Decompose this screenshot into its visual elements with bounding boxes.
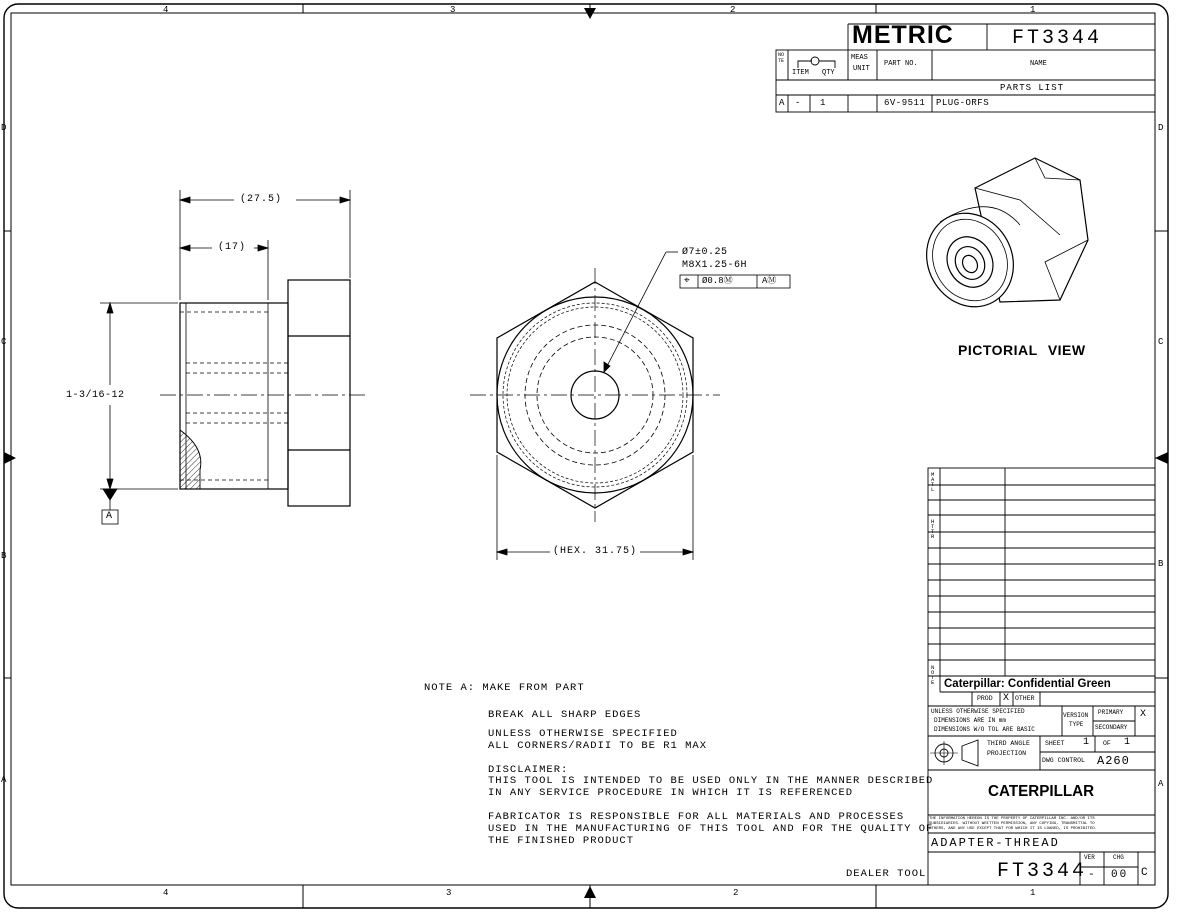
ver-label: VER xyxy=(1084,854,1095,861)
zone-top-2: 2 xyxy=(730,5,736,15)
confidential-label: Caterpillar: Confidential Green xyxy=(944,678,1111,690)
header-tool-number: FT3344 xyxy=(1012,27,1103,50)
col-unit-label: UNIT xyxy=(853,65,870,73)
drawing-size: C xyxy=(1141,867,1148,879)
caterpillar-logo: CATERPILLAR xyxy=(988,783,1095,800)
thread-spec-callout: M8X1.25-6H xyxy=(682,260,748,271)
ht-tr-label: HT TR xyxy=(931,518,935,540)
note-line-2: UNLESS OTHERWISE SPECIFIED xyxy=(488,728,678,740)
chg-label: CHG xyxy=(1113,854,1124,861)
note-line-1: BREAK ALL SHARP EDGES xyxy=(488,709,642,721)
zone-right-c: C xyxy=(1158,337,1164,347)
note-line-6: IN ANY SERVICE PROCEDURE IN WHICH IT IS REFERENCED xyxy=(488,787,854,799)
dwg-control-label: DWG CONTROL xyxy=(1042,757,1085,764)
col-note-label: NOTE xyxy=(778,52,785,64)
note-a: NOTE A: MAKE FROM PART xyxy=(424,682,585,694)
part-row-note: A xyxy=(779,98,785,108)
sheet-border xyxy=(4,4,1168,908)
zone-bottom-2: 2 xyxy=(733,888,739,898)
prod-x-mark: X xyxy=(1003,693,1010,704)
note-col-label: NOTE xyxy=(931,664,935,686)
front-view xyxy=(470,252,720,522)
of-label: OF xyxy=(1103,740,1111,747)
hex-dimension: (HEX. 31.75) xyxy=(553,546,638,557)
version-label: VERSION xyxy=(1063,712,1089,719)
note-line-5: THIS TOOL IS INTENDED TO BE USED ONLY IN THE MANNER DESCRIBED xyxy=(488,775,934,787)
secondary-label: SECONDARY xyxy=(1095,724,1128,731)
zone-left-d: D xyxy=(1,123,7,133)
part-row-item: - xyxy=(795,98,801,108)
center-markers xyxy=(4,5,1168,898)
position-tolerance-icon: ⌖ xyxy=(684,276,690,287)
dim-thread-length: (17) xyxy=(218,242,247,253)
unless-line-1: UNLESS OTHERWISE SPECIFIED xyxy=(931,708,1025,715)
pictorial-view xyxy=(910,158,1088,322)
parts-list-label: PARTS LIST xyxy=(1000,83,1065,93)
front-view-dimensions xyxy=(497,275,790,560)
position-datum-ref: AⓂ xyxy=(762,276,777,286)
col-name-label: NAME xyxy=(1030,60,1047,68)
col-qty-label: QTY xyxy=(822,69,835,77)
zone-left-c: C xyxy=(1,337,7,347)
sheet-number: 1 xyxy=(1083,737,1090,748)
col-meas-label: MEAS xyxy=(851,54,868,62)
note-line-4: DISCLAIMER: xyxy=(488,764,569,776)
datum-a-label: A xyxy=(106,511,113,522)
metric-label: METRIC xyxy=(852,21,954,49)
position-tolerance-value: Ø0.8Ⓜ xyxy=(702,276,733,286)
third-angle-label: THIRD ANGLE xyxy=(987,740,1030,747)
projection-label: PROJECTION xyxy=(987,750,1027,757)
prod-label: PROD xyxy=(977,695,993,702)
unless-line-3: DIMENSIONS W/O TOL ARE BASIC xyxy=(934,726,1035,733)
chg-value: 00 xyxy=(1111,869,1129,881)
part-row-qty: 1 xyxy=(820,98,826,108)
legal-line-2: SUBSIDIARIES. WITHOUT WRITTEN PERMISSION, ANY COPYING, TRANSMITTAL TO xyxy=(929,822,1095,826)
dim-overall-length: (27.5) xyxy=(240,194,283,205)
note-line-9: THE FINISHED PRODUCT xyxy=(488,835,635,847)
note-line-3: ALL CORNERS/RADII TO BE R1 MAX xyxy=(488,740,708,752)
col-part-no-label: PART NO. xyxy=(884,60,918,68)
part-row-name: PLUG-ORFS xyxy=(936,98,990,108)
type-label: TYPE xyxy=(1069,721,1084,728)
zone-bottom-1: 1 xyxy=(1030,888,1036,898)
zone-bottom-4: 4 xyxy=(163,888,169,898)
matl-label: MATL xyxy=(931,471,935,493)
side-view-dimensions xyxy=(100,190,350,524)
thread-size-label: 1-3/16-12 xyxy=(66,390,125,401)
ver-value: - xyxy=(1088,869,1095,881)
zone-left-b: B xyxy=(1,551,7,561)
of-number: 1 xyxy=(1124,737,1131,748)
unless-line-2: DIMENSIONS ARE IN mm xyxy=(934,717,1007,724)
note-line-7: FABRICATOR IS RESPONSIBLE FOR ALL MATERIALS AND PROCESSES xyxy=(488,811,905,823)
legal-line-1: THE INFORMATION HEREON IS THE PROPERTY OF CATERPILLAR INC. AND/OR ITS xyxy=(929,817,1095,821)
note-line-8: USED IN THE MANUFACTURING OF THIS TOOL AND FOR THE QUALITY OF xyxy=(488,823,934,835)
hole-diameter-callout: Ø7±0.25 xyxy=(682,247,728,258)
zone-right-b: B xyxy=(1158,559,1164,569)
col-item-label: ITEM xyxy=(792,69,809,77)
zone-bottom-3: 3 xyxy=(446,888,452,898)
zone-right-d: D xyxy=(1158,123,1164,133)
zone-top-4: 4 xyxy=(163,5,169,15)
dwg-control-value: A260 xyxy=(1097,754,1130,768)
drawing-title: ADAPTER-THREAD xyxy=(931,836,1060,850)
part-row-part-no: 6V-9511 xyxy=(884,98,926,108)
zone-right-a: A xyxy=(1158,779,1164,789)
zone-left-a: A xyxy=(1,775,7,785)
dealer-tool-label: DEALER TOOL xyxy=(846,868,927,880)
zone-top-1: 1 xyxy=(1030,5,1036,15)
tool-number: FT3344 xyxy=(997,860,1088,883)
version-x-mark: X xyxy=(1140,709,1147,720)
side-view xyxy=(160,280,365,506)
primary-label: PRIMARY xyxy=(1098,709,1124,716)
zone-top-3: 3 xyxy=(450,5,456,15)
legal-line-3: OTHERS, AND ANY USE EXCEPT THAT FOR WHICH IT IS LOANED, IS PROHIBITED. xyxy=(929,827,1098,831)
sheet-label: SHEET xyxy=(1045,740,1065,747)
other-label: OTHER xyxy=(1015,695,1035,702)
pictorial-view-label: PICTORIAL VIEW xyxy=(958,342,1086,358)
